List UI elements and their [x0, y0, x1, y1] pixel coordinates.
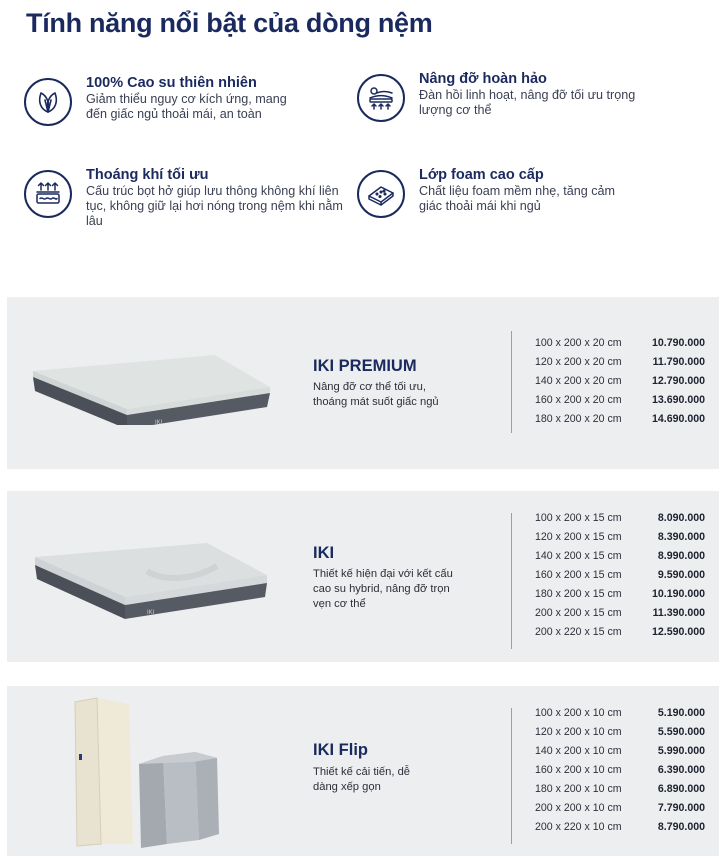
leaf-icon — [24, 78, 72, 126]
price-value: 12.790.000 — [651, 374, 705, 387]
price-value: 14.690.000 — [651, 412, 705, 425]
foam-icon — [357, 170, 405, 218]
size-label: 100 x 200 x 20 cm — [535, 336, 622, 349]
size-label: 200 x 220 x 15 cm — [535, 625, 622, 638]
size-label: 200 x 200 x 10 cm — [535, 801, 622, 814]
price-row — [535, 371, 705, 390]
divider — [511, 708, 512, 844]
price-row — [535, 333, 705, 352]
product-card-iki — [7, 491, 719, 662]
feature-desc: Cấu trúc bọt hở giúp lưu thông không khí liên tục, không giữ lại hơi nóng trong nệm khi nằm lâu — [86, 184, 343, 228]
feature-title: Lớp foam cao cấp — [419, 167, 544, 183]
price-value: 13.690.000 — [651, 393, 705, 406]
price-value: 10.190.000 — [651, 587, 705, 600]
price-value: 8.090.000 — [657, 511, 705, 524]
feature-desc: Chất liệu foam mềm nhẹ, tăng cảm giác thoải mái khi ngủ — [419, 184, 615, 213]
price-row — [535, 741, 705, 760]
product-desc: Thiết kế hiện đại với kết cấu cao su hybrid, nâng đỡ trọn vẹn cơ thể — [313, 568, 453, 610]
size-label: 180 x 200 x 15 cm — [535, 587, 622, 600]
price-row — [535, 584, 705, 603]
size-label: 200 x 220 x 10 cm — [535, 820, 622, 833]
price-value: 11.790.000 — [652, 355, 705, 368]
feature-title: Thoáng khí tối ưu — [86, 167, 209, 183]
mattress-image — [27, 531, 272, 626]
price-value: 5.590.000 — [657, 725, 705, 738]
product-card-iki-premium — [7, 297, 719, 469]
price-row — [535, 352, 705, 371]
price-row — [535, 798, 705, 817]
price-row — [535, 527, 705, 546]
price-list — [535, 333, 705, 428]
size-label: 180 x 200 x 10 cm — [535, 782, 622, 795]
price-value: 12.590.000 — [651, 625, 705, 638]
divider — [511, 513, 512, 649]
mattress-image — [67, 694, 227, 852]
size-label: 120 x 200 x 20 cm — [535, 355, 622, 368]
feature-title: 100% Cao su thiên nhiên — [86, 75, 257, 91]
price-value: 5.990.000 — [657, 744, 705, 757]
mattress-image — [25, 335, 270, 425]
price-value: 8.790.000 — [657, 820, 705, 833]
airflow-icon — [24, 170, 72, 218]
product-desc: Nâng đỡ cơ thể tối ưu, thoáng mát suốt giấc ngủ — [313, 381, 439, 408]
size-label: 160 x 200 x 10 cm — [535, 763, 622, 776]
price-value: 9.590.000 — [657, 568, 705, 581]
support-icon — [357, 74, 405, 122]
price-row — [535, 703, 705, 722]
size-label: 100 x 200 x 15 cm — [535, 511, 622, 524]
feature-title: Nâng đỡ hoàn hảo — [419, 71, 547, 87]
price-value: 10.790.000 — [651, 336, 705, 349]
price-value: 11.390.000 — [652, 606, 705, 619]
size-label: 120 x 200 x 15 cm — [535, 530, 622, 543]
price-list — [535, 508, 705, 641]
price-value: 6.390.000 — [657, 763, 705, 776]
price-row — [535, 622, 705, 641]
product-name: IKI Flip — [313, 741, 368, 759]
price-value: 5.190.000 — [657, 706, 705, 719]
size-label: 120 x 200 x 10 cm — [535, 725, 622, 738]
size-label: 180 x 200 x 20 cm — [535, 412, 622, 425]
price-row — [535, 603, 705, 622]
product-name: IKI PREMIUM — [313, 357, 417, 375]
price-row — [535, 565, 705, 584]
mattress-label: IKI — [155, 420, 163, 425]
divider — [511, 331, 512, 433]
size-label: 100 x 200 x 10 cm — [535, 706, 622, 719]
size-label: 200 x 200 x 15 cm — [535, 606, 622, 619]
price-row — [535, 546, 705, 565]
size-label: 140 x 200 x 10 cm — [535, 744, 622, 757]
feature-desc: Giảm thiểu nguy cơ kích ứng, mang đến giấc ngủ thoải mái, an toàn — [86, 92, 287, 121]
page-title: Tính năng nổi bật của dòng nệm — [26, 8, 433, 38]
price-value: 6.890.000 — [657, 782, 705, 795]
size-label: 160 x 200 x 20 cm — [535, 393, 622, 406]
size-label: 140 x 200 x 15 cm — [535, 549, 622, 562]
product-card-iki-flip — [7, 686, 719, 856]
price-row — [535, 722, 705, 741]
price-row — [535, 817, 705, 836]
price-value: 7.790.000 — [657, 801, 705, 814]
price-value: 8.390.000 — [657, 530, 705, 543]
price-row — [535, 409, 705, 428]
product-desc: Thiết kế cải tiến, dễ dàng xếp gọn — [313, 766, 411, 793]
price-row — [535, 760, 705, 779]
price-list — [535, 703, 705, 836]
price-value: 8.990.000 — [657, 549, 705, 562]
price-row — [535, 390, 705, 409]
price-row — [535, 508, 705, 527]
price-row — [535, 779, 705, 798]
mattress-label: IKI — [147, 610, 155, 616]
size-label: 140 x 200 x 20 cm — [535, 374, 622, 387]
size-label: 160 x 200 x 15 cm — [535, 568, 622, 581]
feature-desc: Đàn hồi linh hoạt, nâng đỡ tối ưu trọng lượng cơ thể — [419, 88, 636, 117]
product-name: IKI — [313, 544, 335, 562]
